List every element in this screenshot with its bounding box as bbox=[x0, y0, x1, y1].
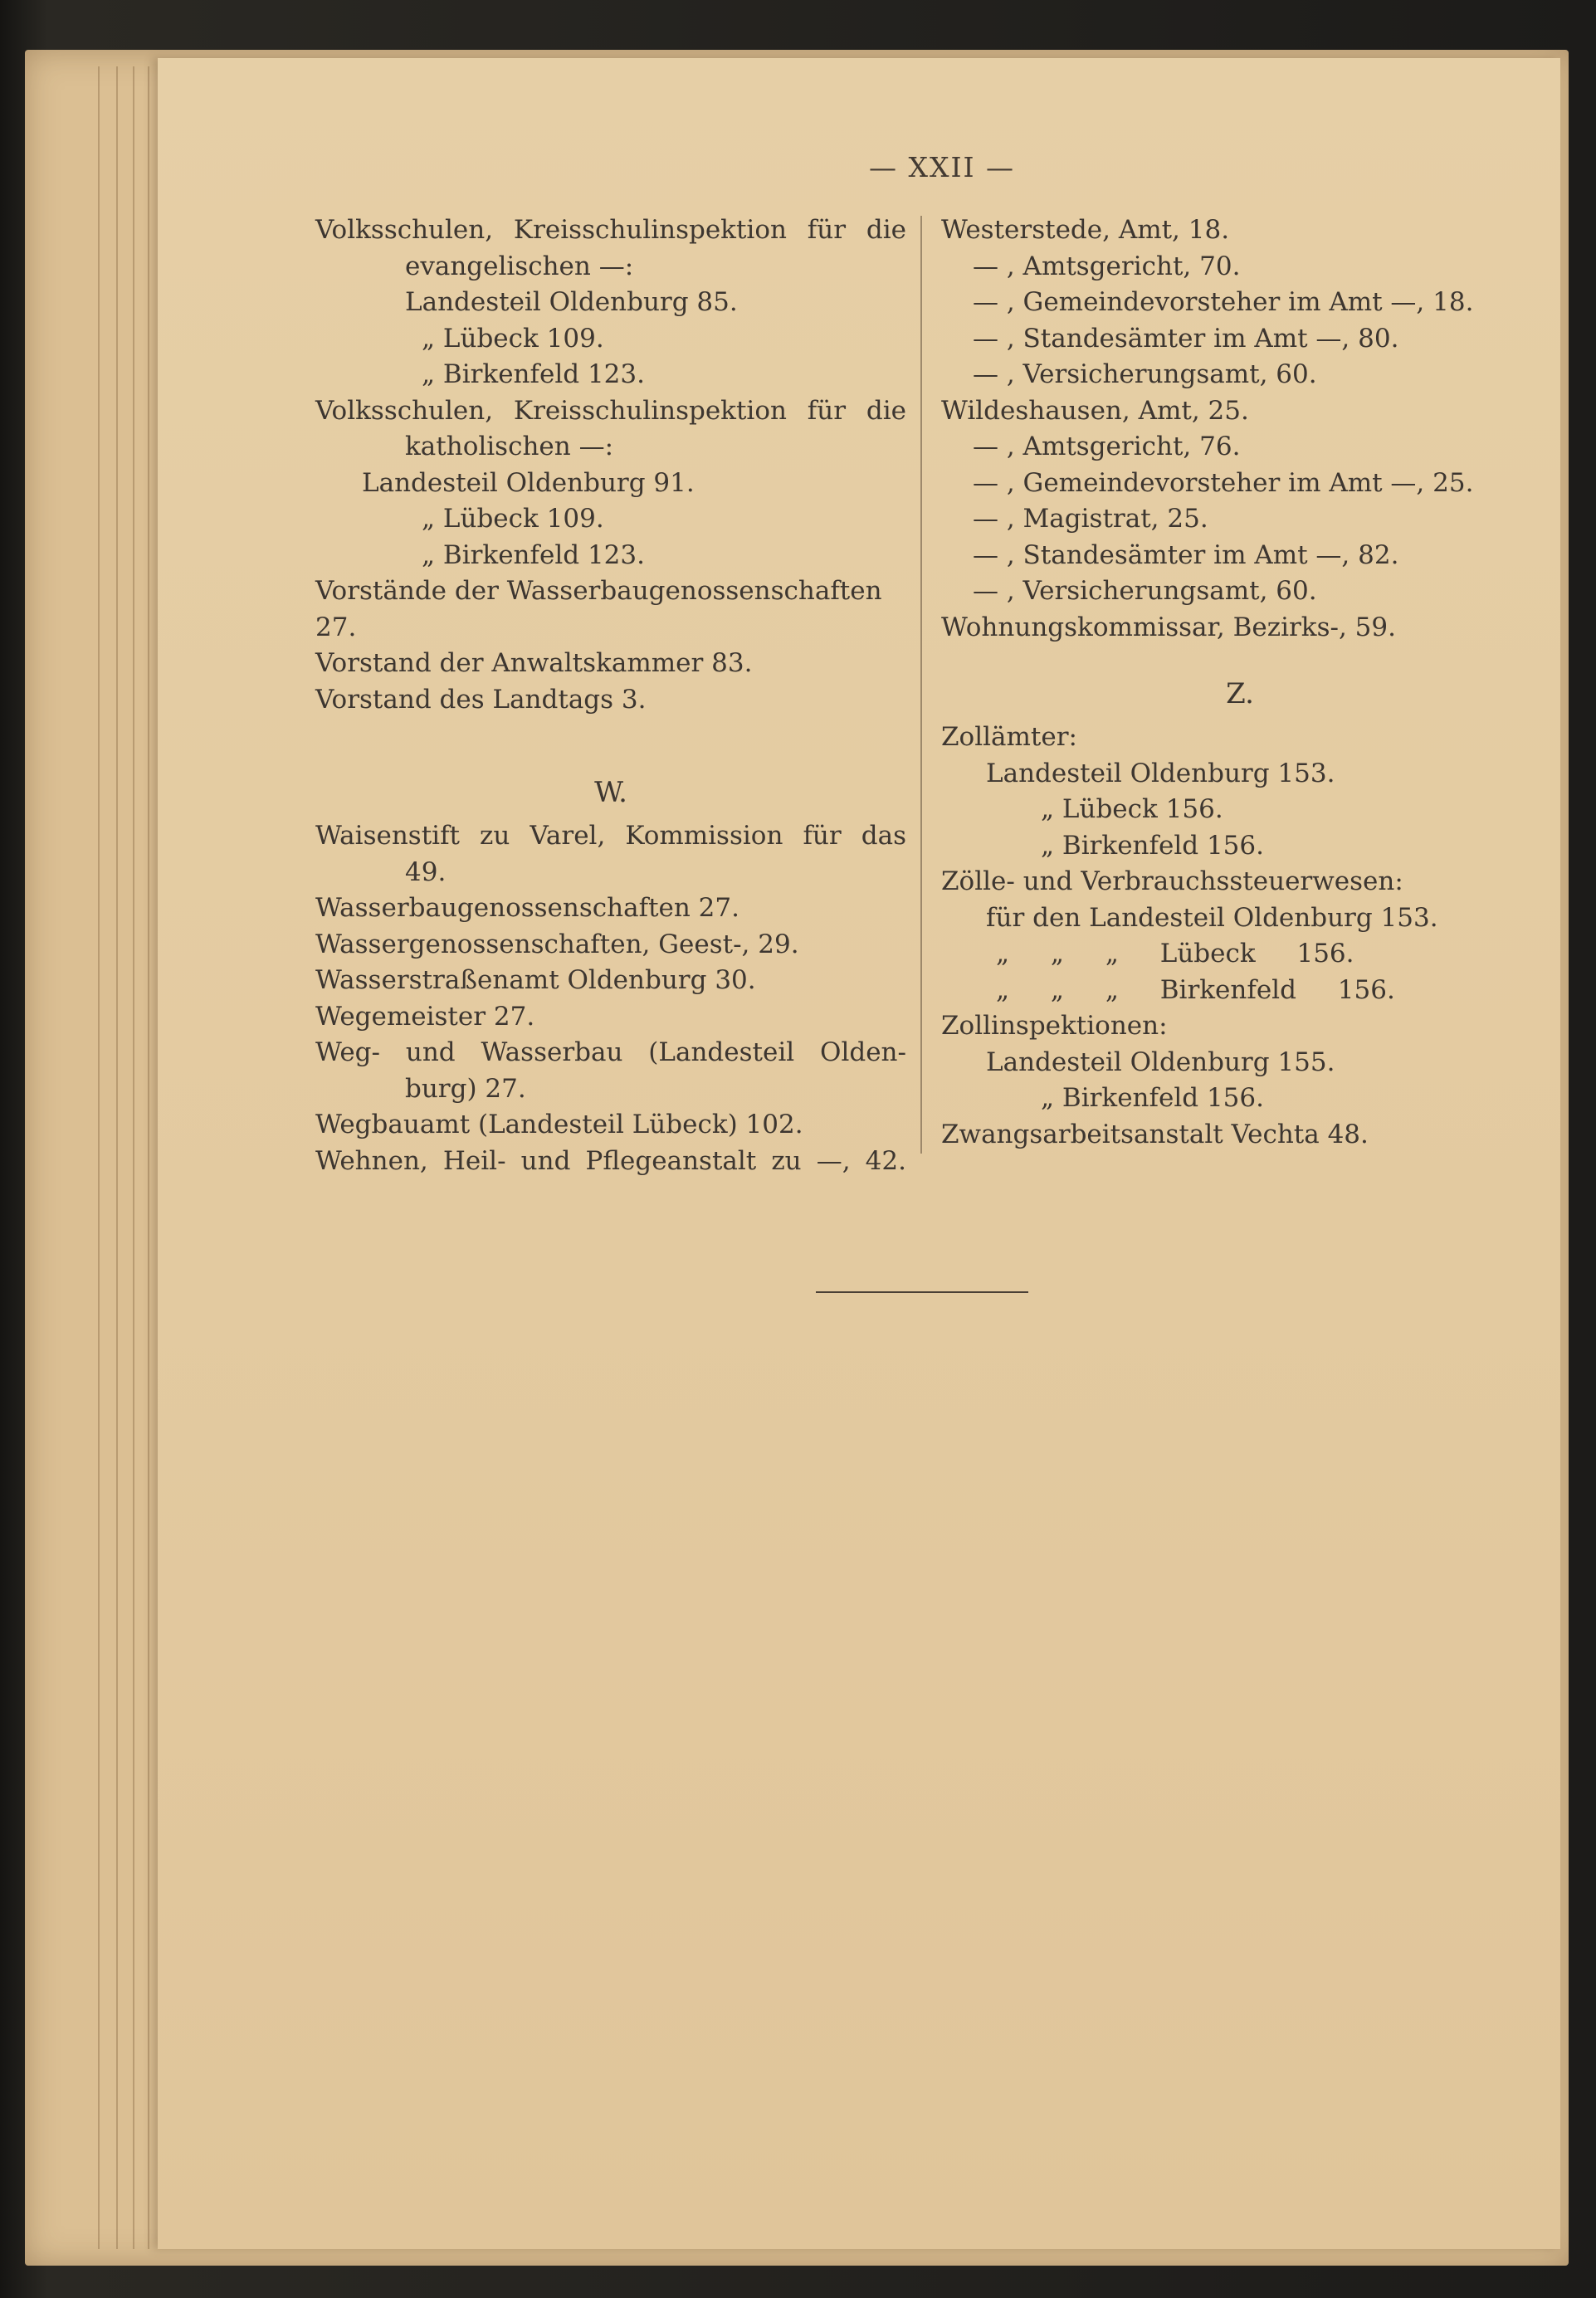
index-entry: Westerstede, Amt, 18. bbox=[941, 215, 1230, 245]
index-subentry: Landesteil Oldenburg 155. bbox=[986, 1047, 1335, 1077]
index-subentry: Landesteil Oldenburg 85. bbox=[405, 287, 738, 317]
index-subentry: — , Magistrat, 25. bbox=[973, 504, 1208, 534]
index-entry-continuation: burg) 27. bbox=[405, 1073, 526, 1104]
page-edge-line bbox=[148, 66, 149, 2249]
index-subentry: „ Birkenfeld 123. bbox=[422, 539, 645, 570]
index-entry: Volksschulen, Kreisschulinspektion für die bbox=[315, 395, 906, 426]
index-subentry: — , Standesämter im Amt —, 80. bbox=[973, 323, 1399, 354]
index-subentry: „ Birkenfeld 156. bbox=[1041, 1083, 1264, 1113]
index-entry: Zollinspektionen: bbox=[941, 1011, 1168, 1041]
page-edge-line bbox=[133, 66, 134, 2249]
closing-rule bbox=[816, 1291, 1028, 1293]
index-entry-continuation: evangelischen —: bbox=[405, 251, 634, 281]
index-entry: Vorstand der Anwaltskammer 83. bbox=[315, 648, 753, 678]
index-subentry: für den Landesteil Oldenburg 153. bbox=[986, 902, 1438, 933]
index-entry: Zwangsarbeitsanstalt Vechta 48. bbox=[941, 1119, 1369, 1149]
index-entry: Volksschulen, Kreisschulinspektion für die bbox=[315, 215, 906, 245]
index-entry: Wegemeister 27. bbox=[315, 1001, 535, 1032]
index-subentry: — , Standesämter im Amt —, 82. bbox=[973, 539, 1399, 570]
index-entry-continuation: 49. bbox=[405, 856, 447, 887]
right-index-column bbox=[941, 212, 1539, 1153]
left-index-column bbox=[315, 212, 906, 1179]
index-entry: Wasserstraßenamt Oldenburg 30. bbox=[315, 965, 756, 995]
index-subentry: — , Amtsgericht, 76. bbox=[973, 432, 1241, 461]
index-entry: Wildeshausen, Amt, 25. bbox=[941, 395, 1249, 426]
index-subentry: — , Versicherungsamt, 60. bbox=[973, 576, 1317, 606]
index-subentry: „ Lübeck 109. bbox=[422, 504, 604, 534]
index-entry: Zollämter: bbox=[941, 722, 1077, 752]
section-letter: Z. bbox=[1226, 677, 1254, 710]
index-entry-continuation: katholischen —: bbox=[405, 432, 614, 461]
index-entry: Wegbauamt (Landesteil Lübeck) 102. bbox=[315, 1110, 803, 1139]
index-subentry: — , Amtsgericht, 70. bbox=[973, 251, 1241, 281]
index-entry: Zölle- und Verbrauchssteuerwesen: bbox=[941, 866, 1403, 896]
index-entry: Wassergenossenschaften, Geest-, 29. bbox=[315, 929, 799, 959]
index-subentry: „ „ „ Birkenfeld 156. bbox=[996, 974, 1395, 1005]
index-entry: Weg- und Wasserbau (Landesteil Olden- bbox=[315, 1037, 906, 1067]
index-subentry: — , Gemeindevorsteher im Amt —, 25. bbox=[973, 467, 1474, 498]
index-entry: Wohnungskommissar, Bezirks-, 59. bbox=[941, 612, 1396, 642]
section-letter: W. bbox=[594, 776, 627, 809]
page-edge-line bbox=[116, 66, 118, 2249]
page-edge-line bbox=[98, 66, 100, 2249]
page-number: — XXII — bbox=[868, 151, 1016, 183]
column-divider bbox=[920, 216, 922, 1154]
index-subentry: — , Gemeindevorsteher im Amt —, 18. bbox=[973, 287, 1474, 317]
index-entry: Vorstände der Wasserbaugenossenschaften 27. bbox=[315, 576, 882, 642]
index-entry: Waisenstift zu Varel, Kommission für das bbox=[315, 821, 906, 851]
index-subentry: „ Lübeck 156. bbox=[1041, 794, 1223, 824]
index-entry: Wasserbaugenossenschaften 27. bbox=[315, 893, 739, 923]
index-subentry: „ Birkenfeld 123. bbox=[422, 359, 645, 389]
index-entry: Wehnen, Heil- und Pflegeanstalt zu —, 42. bbox=[315, 1145, 906, 1176]
index-subentry: Landesteil Oldenburg 153. bbox=[986, 758, 1335, 788]
index-subentry: Landesteil Oldenburg 91. bbox=[362, 467, 695, 498]
section-gap bbox=[315, 718, 906, 755]
index-subentry: „ Birkenfeld 156. bbox=[1041, 830, 1264, 861]
index-entry: Vorstand des Landtags 3. bbox=[315, 684, 647, 715]
index-subentry: — , Versicherungsamt, 60. bbox=[973, 359, 1317, 389]
index-subentry: „ „ „ Lübeck 156. bbox=[996, 939, 1354, 968]
index-subentry: „ Lübeck 109. bbox=[422, 323, 604, 354]
